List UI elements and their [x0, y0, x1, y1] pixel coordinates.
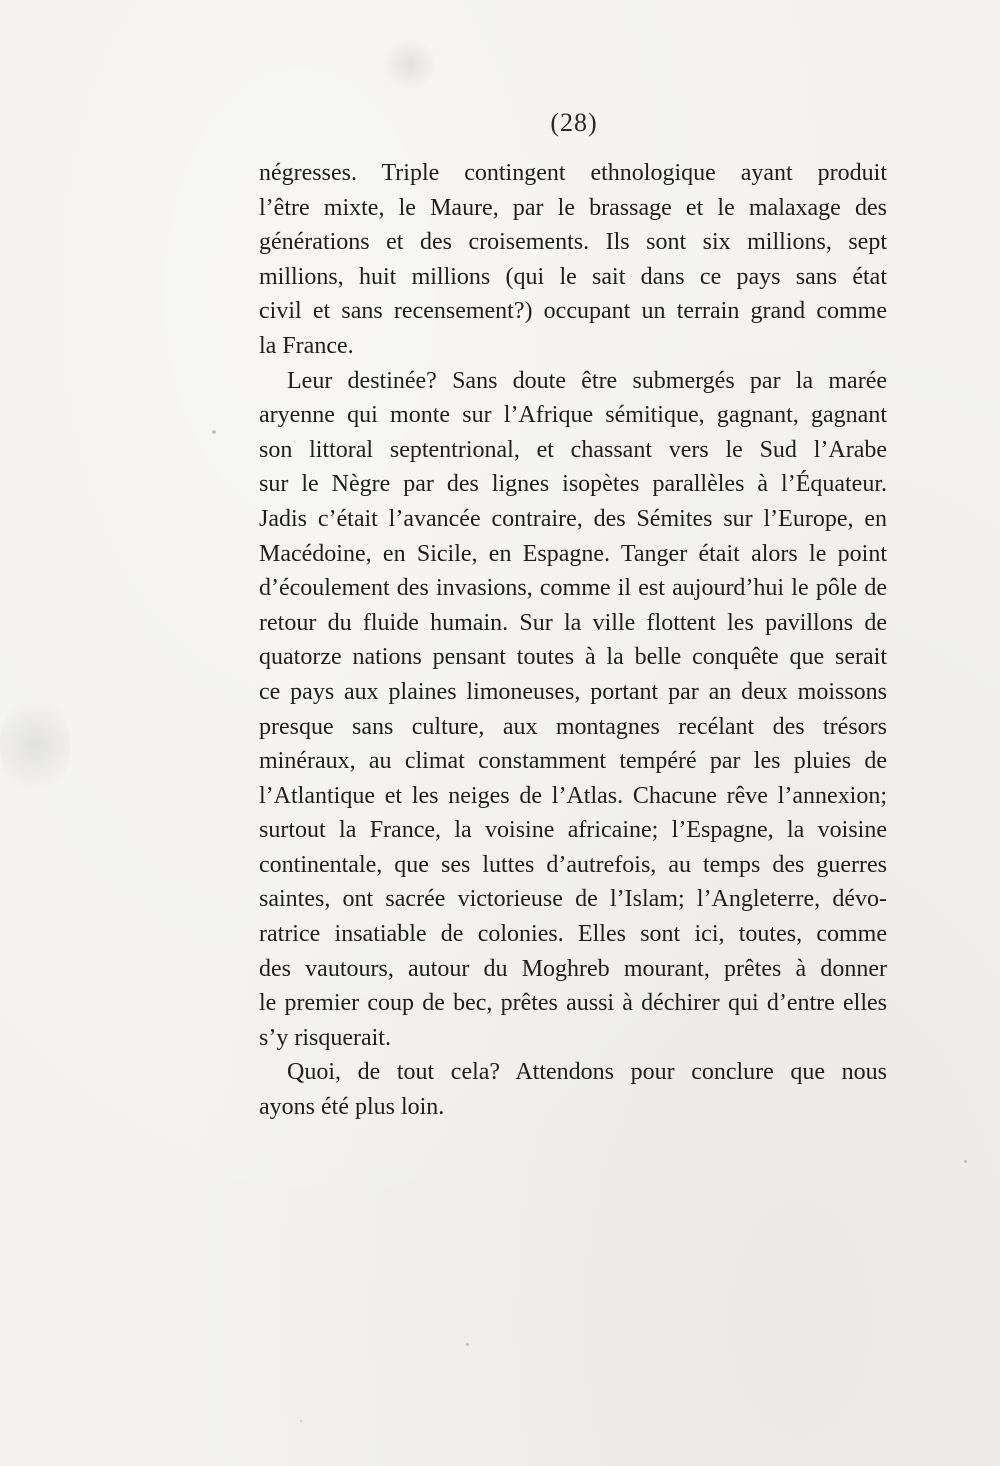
text-line: l’être mixte, le Maure, par le brassage et le malaxage des: [259, 194, 887, 221]
text-line: millions, huit millions (qui le sait dans ce pays sans état: [259, 263, 887, 290]
text-line: le premier coup de bec, prêtes aussi à déchirer qui d’entre elles: [259, 990, 887, 1017]
text-line: sur le Nègre par des lignes isopètes parallèles à l’Équateur.: [259, 471, 887, 498]
text-line: Quoi, de tout cela? Attendons pour conclure que nous: [287, 1059, 887, 1086]
text-line: presque sans culture, aux montagnes recélant des trésors: [259, 713, 887, 740]
text-line: retour du fluide humain. Sur la ville flottent les pavillons de: [259, 609, 887, 636]
paper-stain: [380, 40, 440, 90]
text-line: ayons été plus loin.: [259, 1094, 445, 1121]
text-line: Jadis c’était l’avancée contraire, des Sémites sur l’Europe, en: [259, 505, 887, 532]
text-line: surtout la France, la voisine africaine; l’Espagne, la voisine: [259, 817, 887, 844]
paper-stain: [0, 690, 70, 800]
text-line: continentale, que ses luttes d’autrefois, au temps des guerres: [259, 851, 887, 878]
paper-speck: [300, 1420, 302, 1422]
text-line: civil et sans recensement?) occupant un terrain grand comme: [259, 298, 887, 325]
text-line: négresses. Triple contingent ethnologique ayant produit: [259, 160, 887, 186]
paper-speck: [964, 1160, 967, 1163]
text-line: d’écoulement des invasions, comme il est aujourd’hui le pôle de: [259, 575, 887, 602]
paper-speck: [212, 430, 216, 434]
paper-speck: [466, 1343, 469, 1346]
text-line: quatorze nations pensant toutes à la belle conquête que serait: [259, 644, 887, 671]
text-line: la France.: [259, 332, 354, 359]
text-line: ce pays aux plaines limoneuses, portant par an deux moissons: [259, 678, 887, 705]
text-line: générations et des croisements. Ils sont six millions, sept: [259, 229, 887, 256]
text-line: ratrice insatiable de colonies. Elles sont ici, toutes, comme: [259, 921, 887, 948]
text-line: l’Atlantique et les neiges de l’Atlas. Chacune rêve l’annexion;: [259, 782, 887, 809]
text-line: son littoral septentrional, et chassant vers le Sud l’Arabe: [259, 436, 887, 463]
text-line: saintes, ont sacrée victorieuse de l’Islam; l’Angleterre, dévo-: [259, 886, 887, 913]
text-line: Leur destinée? Sans doute être submergés par la marée: [287, 367, 887, 394]
text-line: minéraux, au climat constamment tempéré par les pluies de: [259, 748, 887, 775]
text-line: aryenne qui monte sur l’Afrique sémitique, gagnant, gagnant: [259, 402, 887, 429]
text-line: Macédoine, en Sicile, en Espagne. Tanger était alors le point: [259, 540, 887, 567]
body-text: [259, 156, 887, 1125]
text-line: s’y risquerait.: [259, 1024, 391, 1051]
text-line: des vautours, autour du Moghreb mourant, prêtes à donner: [259, 955, 887, 982]
page-number: (28): [550, 108, 598, 137]
